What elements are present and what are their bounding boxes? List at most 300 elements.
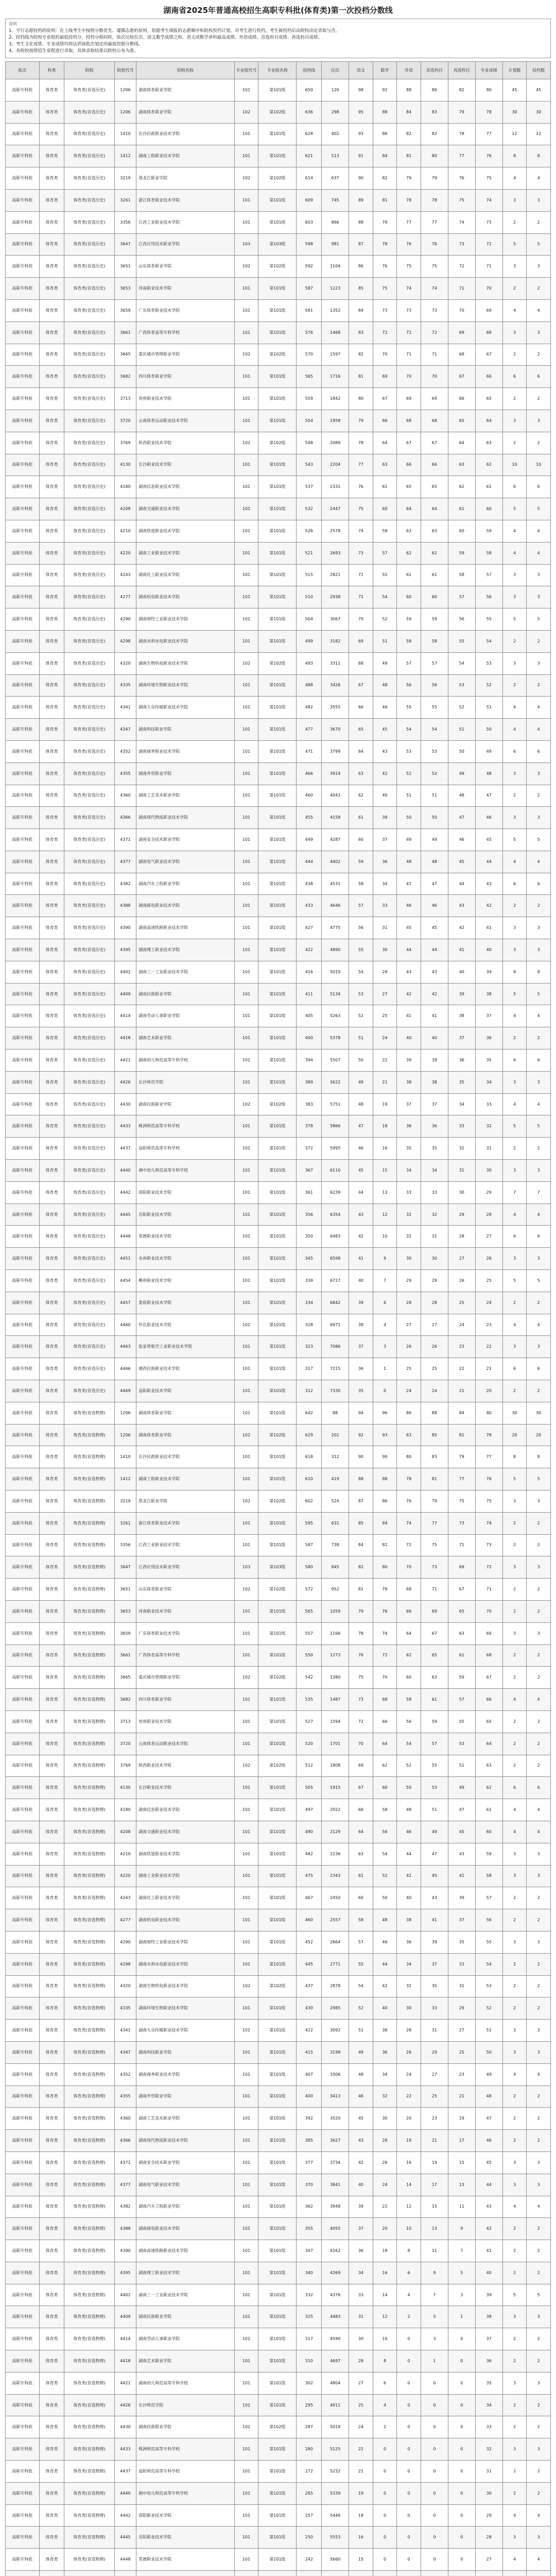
table-cell: 体育类 xyxy=(39,1710,64,1733)
table-cell: 598 xyxy=(297,233,322,256)
table-cell: 101 xyxy=(234,917,258,939)
table-cell: 浙江体育职业技术学院 xyxy=(136,189,235,211)
table-cell: 101 xyxy=(234,697,258,719)
table-cell: 2 xyxy=(502,211,527,233)
table-cell: 高职专科批 xyxy=(6,1710,40,1733)
table-cell: 378 xyxy=(297,1115,322,1138)
table-cell: 体育类 xyxy=(39,145,64,167)
table-cell: 27 xyxy=(448,2020,475,2042)
table-cell: 53 xyxy=(349,983,373,1005)
table-cell: 第101组 xyxy=(258,1270,297,1292)
table-cell: 4388 xyxy=(114,895,136,917)
table-cell: 体育类(首选物理) xyxy=(64,1600,114,1622)
table-cell: 湖南工业职业技术学院 xyxy=(136,1865,235,1887)
table-cell: 8 xyxy=(502,961,527,983)
table-cell: 30 xyxy=(527,101,551,123)
table-cell: 44 xyxy=(397,1843,421,1865)
table-cell: 2022 xyxy=(322,1799,349,1821)
table-cell: 3 xyxy=(527,256,551,278)
table-cell: 体育类(首选历史) xyxy=(64,278,114,300)
table-cell: 湖南电气职业技术学院 xyxy=(136,851,235,873)
table-cell: 第101组 xyxy=(258,2218,297,2240)
table-cell: 高职专科批 xyxy=(6,983,40,1005)
table-cell: 体育类(首选历史) xyxy=(64,895,114,917)
table-cell: 59 xyxy=(349,851,373,873)
table-cell: 79 xyxy=(448,101,475,123)
table-cell: 体育类 xyxy=(39,983,64,1005)
table-cell: 59 xyxy=(475,1843,502,1865)
table-cell: 77 xyxy=(349,454,373,476)
table-cell: 第101组 xyxy=(258,2504,297,2527)
table-row xyxy=(6,917,551,939)
table-cell: 体育类 xyxy=(39,1953,64,1975)
table-cell: 12 xyxy=(502,123,527,145)
table-cell: 49 xyxy=(397,829,421,851)
table-cell: 845 xyxy=(322,1556,349,1579)
table-cell: 80 xyxy=(421,145,448,167)
table-cell: 101 xyxy=(234,762,258,785)
table-cell: 4 xyxy=(527,1821,551,1843)
table-cell: 33 xyxy=(421,1997,448,2020)
table-cell: 554 xyxy=(297,410,322,432)
table-cell: 24 xyxy=(373,1027,397,1049)
table-cell: 第101组 xyxy=(258,520,297,542)
table-row xyxy=(6,498,551,520)
table-cell: 48 xyxy=(373,1909,397,1931)
table-cell: 47 xyxy=(421,873,448,895)
table-cell: 76 xyxy=(475,1468,502,1490)
table-cell: 30 xyxy=(421,1248,448,1270)
table-cell: 4454 xyxy=(114,1270,136,1292)
table-cell: 4421 xyxy=(114,1049,136,1072)
table-row xyxy=(6,1733,551,1755)
table-cell: 湖南汽车工程职业学院 xyxy=(136,873,235,895)
table-cell: 2 xyxy=(502,1755,527,1777)
table-cell: 体育类 xyxy=(39,476,64,498)
table-cell: 高职专科批 xyxy=(6,1777,40,1799)
table-cell: 24 xyxy=(349,2416,373,2438)
table-cell: 47 xyxy=(448,1799,475,1821)
table-cell: 体育类(首选历史) xyxy=(64,299,114,321)
table-cell: 39 xyxy=(349,1292,373,1314)
table-cell: 16 xyxy=(373,1138,397,1160)
table-cell: 高职专科批 xyxy=(6,1027,40,1049)
table-cell: 岳阳职业技术学院 xyxy=(136,1204,235,1226)
table-cell: 4463 xyxy=(114,1336,136,1358)
table-cell: 0 xyxy=(448,2504,475,2527)
table-cell: 42 xyxy=(475,895,502,917)
table-cell: 3 xyxy=(502,2306,527,2328)
table-cell: 101 xyxy=(234,1115,258,1138)
table-cell: 298 xyxy=(322,101,349,123)
table-cell: 体育类(首选历史) xyxy=(64,917,114,939)
table-cell: 78 xyxy=(397,1468,421,1490)
table-cell: 益阳职业技术学院 xyxy=(136,1380,235,1402)
table-cell: 82 xyxy=(421,123,448,145)
table-cell: 5 xyxy=(502,829,527,851)
table-cell: 2 xyxy=(502,1953,527,1975)
table-cell: 58 xyxy=(349,873,373,895)
table-cell: 63 xyxy=(349,762,373,785)
table-cell: 323 xyxy=(297,1336,322,1358)
table-cell: 2 xyxy=(527,674,551,697)
table-cell: 体育类(首选历史) xyxy=(64,586,114,608)
table-cell: 体育类 xyxy=(39,388,64,410)
table-cell: 第101组 xyxy=(258,630,297,652)
table-cell: 0 xyxy=(373,2549,397,2571)
table-cell: 岳阳职业技术学院 xyxy=(136,2527,235,2549)
table-cell: 4442 xyxy=(114,2504,136,2527)
table-cell: 4341 xyxy=(114,2020,136,2042)
table-cell: 68 xyxy=(373,1689,397,1711)
table-cell: 34 xyxy=(475,2394,502,2416)
table-row xyxy=(6,2350,551,2372)
table-cell: 体育类(首选历史) xyxy=(64,410,114,432)
table-cell: 0 xyxy=(421,2461,448,2483)
table-cell: 8 xyxy=(527,145,551,167)
table-cell: 50 xyxy=(475,2041,502,2063)
table-cell: 71 xyxy=(475,1579,502,1601)
table-row xyxy=(6,2394,551,2416)
table-cell: 2 xyxy=(527,1645,551,1667)
table-cell: 201 xyxy=(322,1424,349,1446)
table-row xyxy=(6,2461,551,2483)
table-cell: 体育类 xyxy=(39,2174,64,2196)
table-cell: 340 xyxy=(297,2262,322,2284)
table-cell: 83 xyxy=(397,1424,421,1446)
table-cell: 42 xyxy=(397,1865,421,1887)
table-cell: 101 xyxy=(234,2086,258,2108)
table-cell: 3 xyxy=(527,2174,551,2196)
table-cell: 11 xyxy=(421,2240,448,2262)
table-cell: 高职专科批 xyxy=(6,1865,40,1887)
table-cell: 3 xyxy=(527,1622,551,1645)
table-cell: 467 xyxy=(297,1887,322,1909)
table-cell: 47 xyxy=(397,873,421,895)
table-cell: 25 xyxy=(421,2086,448,2108)
table-cell: 12 xyxy=(527,123,551,145)
table-cell: 53 xyxy=(475,1975,502,1997)
table-cell: 5622 xyxy=(322,1071,349,1093)
table-cell: 80 xyxy=(373,1556,397,1579)
table-cell: 体育类 xyxy=(39,2196,64,2218)
table-cell: 30 xyxy=(397,1997,421,2020)
table-cell: 山东体育职业学院 xyxy=(136,1579,235,1601)
table-cell: 0 xyxy=(448,2416,475,2438)
table-cell: 101 xyxy=(234,961,258,983)
table-cell: 益阳师范高等专科学校 xyxy=(136,2461,235,2483)
table-cell: 55 xyxy=(349,1953,373,1975)
table-cell: 4433 xyxy=(114,1115,136,1138)
table-cell: 0 xyxy=(448,2482,475,2504)
table-cell: 26 xyxy=(397,1336,421,1358)
table-cell: 高职专科批 xyxy=(6,1512,40,1534)
table-cell: 95 xyxy=(349,101,373,123)
table-cell: 陕西职业技术学院 xyxy=(136,432,235,454)
table-cell: 体育类 xyxy=(39,1755,64,1777)
table-cell: 78 xyxy=(475,101,502,123)
table-cell: 101 xyxy=(234,1887,258,1909)
table-cell: 广东体育职业技术学院 xyxy=(136,299,235,321)
header-cell: 投档线 xyxy=(297,62,322,79)
table-cell: 3665 xyxy=(114,1667,136,1689)
table-cell: 第101组 xyxy=(258,785,297,807)
table-row xyxy=(6,2527,551,2549)
table-cell: 738 xyxy=(322,1534,349,1556)
table-cell: 1842 xyxy=(322,388,349,410)
table-cell: 第101组 xyxy=(258,697,297,719)
table-cell: 第101组 xyxy=(258,1005,297,1027)
table-cell: 体育类(首选物理) xyxy=(64,1689,114,1711)
table-cell: 高职专科批 xyxy=(6,123,40,145)
table-cell: 高职专科批 xyxy=(6,1292,40,1314)
table-cell: 60 xyxy=(349,829,373,851)
table-cell: 6 xyxy=(527,1777,551,1799)
table-cell: 34 xyxy=(475,1071,502,1093)
table-cell: 第101组 xyxy=(258,145,297,167)
table-cell: 3 xyxy=(502,1490,527,1513)
table-cell: 3 xyxy=(527,917,551,939)
table-cell: 17 xyxy=(448,2130,475,2152)
table-cell: 39 xyxy=(349,2196,373,2218)
table-cell: 体育类 xyxy=(39,2108,64,2130)
table-cell: 0 xyxy=(373,2438,397,2461)
table-cell: 体育类 xyxy=(39,2063,64,2086)
table-cell: 高职专科批 xyxy=(6,1071,40,1093)
table-cell: 3413 xyxy=(322,2086,349,2108)
table-cell: 101 xyxy=(234,2041,258,2063)
table-cell: 3 xyxy=(527,1865,551,1887)
table-cell: 49 xyxy=(448,1777,475,1799)
table-cell: 78 xyxy=(421,189,448,211)
table-cell: 41 xyxy=(349,1248,373,1270)
table-cell: 31 xyxy=(448,1975,475,1997)
table-cell: 3659 xyxy=(114,299,136,321)
table-cell: 4208 xyxy=(114,1821,136,1843)
table-cell: 湖南铁道职业技术学院 xyxy=(136,1843,235,1865)
table-cell: 46 xyxy=(349,1138,373,1160)
table-cell: 第101组 xyxy=(258,1402,297,1424)
table-row xyxy=(6,1424,551,1446)
table-cell: 第101组 xyxy=(258,410,297,432)
table-cell: 4 xyxy=(373,1314,397,1336)
table-cell: 4371 xyxy=(114,829,136,851)
table-cell: 体育类 xyxy=(39,1579,64,1601)
table-cell: 体育类 xyxy=(39,321,64,344)
table-cell: 6 xyxy=(502,1777,527,1799)
table-row xyxy=(6,278,551,300)
table-cell: 63 xyxy=(373,454,397,476)
table-cell: 7 xyxy=(502,1181,527,1204)
table-cell: 102 xyxy=(234,1975,258,1997)
table-row xyxy=(6,1556,551,1579)
table-cell: 101 xyxy=(234,2394,258,2416)
table-cell: 贵州职业技术学院 xyxy=(136,1710,235,1733)
table-cell: 湖南三一工业职业技术学院 xyxy=(136,2284,235,2306)
table-cell: 28 xyxy=(373,961,397,983)
table-row xyxy=(6,2020,551,2042)
table-cell: 85 xyxy=(349,1512,373,1534)
table-cell: 第101组 xyxy=(258,1049,297,1072)
table-cell: 3 xyxy=(502,1622,527,1645)
table-cell: 490 xyxy=(297,1821,322,1843)
table-cell: 1059 xyxy=(322,1600,349,1622)
table-cell: 82 xyxy=(349,1556,373,1579)
table-cell: 长沙民政职业技术学院 xyxy=(136,123,235,145)
table-cell: 75 xyxy=(421,1534,448,1556)
table-cell: 云南体育运动职业技术学院 xyxy=(136,1733,235,1755)
table-cell: 高职专科批 xyxy=(6,278,40,300)
table-cell: 49 xyxy=(421,1821,448,1843)
table-cell: 3 xyxy=(502,917,527,939)
table-cell: 湖南水利水电职业技术学院 xyxy=(136,1953,235,1975)
table-cell: 49 xyxy=(475,2063,502,2086)
table-cell: 体育类(首选历史) xyxy=(64,939,114,961)
table-cell: 614 xyxy=(297,167,322,190)
table-cell: 第101组 xyxy=(258,1534,297,1556)
table-cell: 7 xyxy=(527,1181,551,1204)
table-cell: 32 xyxy=(475,2438,502,2461)
table-cell: 2 xyxy=(527,1512,551,1534)
table-cell: 37 xyxy=(475,1005,502,1027)
table-cell: 高职专科批 xyxy=(6,145,40,167)
table-cell: 高职专科批 xyxy=(6,2196,40,2218)
table-cell: 1716 xyxy=(322,366,349,388)
page-title: 湖南省2025年普通高校招生高职专科批(体育类)第一次投档分数线 xyxy=(163,6,393,15)
table-cell: 77 xyxy=(475,123,502,145)
table-cell: 体育类(首选历史) xyxy=(64,1049,114,1072)
table-cell: 78 xyxy=(349,432,373,454)
table-cell: 58 xyxy=(448,564,475,586)
table-cell xyxy=(373,2571,397,2576)
table-cell: 7215 xyxy=(322,1358,349,1380)
table-cell: 53 xyxy=(448,1733,475,1755)
table-cell: 体育类(首选历史) xyxy=(64,719,114,741)
table-cell: 43 xyxy=(373,740,397,762)
table-cell: 52 xyxy=(475,674,502,697)
table-cell: 体育类 xyxy=(39,1865,64,1887)
table-cell: 高职专科批 xyxy=(6,2461,40,2483)
table-cell: 64 xyxy=(421,498,448,520)
table-cell: 湖南幼儿师范高等专科学校 xyxy=(136,1049,235,1072)
table-cell: 101 xyxy=(234,895,258,917)
table-cell: 101 xyxy=(234,2438,258,2461)
table-cell: 6 xyxy=(527,366,551,388)
table-cell: 18 xyxy=(349,2504,373,2527)
table-cell: 湖南工艺美术职业学院 xyxy=(136,2108,235,2130)
table-cell: 557 xyxy=(297,1622,322,1645)
table-cell: 湖南民族职业学院 xyxy=(136,983,235,1005)
table-cell: 6 xyxy=(502,740,527,762)
table-cell: 第101组 xyxy=(258,1865,297,1887)
table-cell: 体育类(首选物理) xyxy=(64,1975,114,1997)
table-cell: 96 xyxy=(373,1402,397,1424)
table-cell: 76 xyxy=(373,1600,397,1622)
table-cell: 2985 xyxy=(322,1997,349,2020)
table-cell: 73 xyxy=(421,1556,448,1579)
table-cell: 411 xyxy=(297,983,322,1005)
table-cell: 355 xyxy=(297,2218,322,2240)
table-cell: 第101组 xyxy=(258,895,297,917)
table-cell: 33 xyxy=(373,895,397,917)
table-cell: 22 xyxy=(349,2438,373,2461)
table-cell: 35 xyxy=(448,1071,475,1093)
table-cell: 4360 xyxy=(114,785,136,807)
table-cell: 415 xyxy=(297,2041,322,2063)
table-cell: 3 xyxy=(502,2041,527,2063)
table-row xyxy=(6,829,551,851)
table-cell: 体育类(首选物理) xyxy=(64,2196,114,2218)
table-cell: 29 xyxy=(421,2041,448,2063)
table-cell: 3 xyxy=(502,2151,527,2174)
table-cell: 3 xyxy=(527,2372,551,2394)
table-cell: 56 xyxy=(448,608,475,631)
table-cell: 70 xyxy=(397,1556,421,1579)
table-cell: 4445 xyxy=(114,1204,136,1226)
table-cell: 第101组 xyxy=(258,1248,297,1270)
table-cell: 471 xyxy=(297,740,322,762)
table-cell: 33 xyxy=(397,1181,421,1204)
table-cell: 79 xyxy=(349,410,373,432)
table-cell: 43 xyxy=(448,1843,475,1865)
table-cell: 521 xyxy=(297,542,322,564)
table-cell: 5378 xyxy=(322,1027,349,1049)
table-cell: 54 xyxy=(373,586,397,608)
table-cell: 湖南机电职业技术学院 xyxy=(136,586,235,608)
table-cell: 体育类(首选物理) xyxy=(64,2063,114,2086)
table-cell: 体育类(首选历史) xyxy=(64,785,114,807)
table-cell: 466 xyxy=(297,762,322,785)
table-cell: 湖南理工职业技术学院 xyxy=(136,2262,235,2284)
table-cell: 59 xyxy=(397,608,421,631)
table-cell: 52 xyxy=(475,1997,502,2020)
table-cell: 2 xyxy=(502,1579,527,1601)
table-cell: 高职专科批 xyxy=(6,2151,40,2174)
table-cell: 45 xyxy=(349,1160,373,1182)
table-cell: 4 xyxy=(527,1314,551,1336)
table-cell: 第101组 xyxy=(258,586,297,608)
table-cell: 12 xyxy=(373,2306,397,2328)
table-cell: 20 xyxy=(527,1424,551,1446)
table-cell: 66 xyxy=(475,1689,502,1711)
table-cell: 体育类 xyxy=(39,123,64,145)
table-cell: 4448 xyxy=(114,1226,136,1248)
table-cell: 46 xyxy=(475,807,502,829)
table-cell: 40 xyxy=(448,961,475,983)
table-cell: 高职专科批 xyxy=(6,1115,40,1138)
table-cell: 101 xyxy=(234,1843,258,1865)
table-row xyxy=(6,1402,551,1424)
table-cell: 101 xyxy=(234,1512,258,1534)
table-cell: 3 xyxy=(527,652,551,674)
table-cell: 3306 xyxy=(322,2063,349,2086)
table-cell: 26 xyxy=(475,1248,502,1270)
table-row xyxy=(6,1380,551,1402)
table-cell: 69 xyxy=(475,1622,502,1645)
table-cell: 高职专科批 xyxy=(6,939,40,961)
table-cell: 第101组 xyxy=(258,2063,297,2086)
table-cell: 587 xyxy=(297,278,322,300)
table-cell: 高职专科批 xyxy=(6,1909,40,1931)
table-cell: 4451 xyxy=(114,1248,136,1270)
table-cell: 9 xyxy=(373,1248,397,1270)
table-cell: 39 xyxy=(397,1049,421,1072)
table-cell: 湖南工程职业技术学院 xyxy=(136,1468,235,1490)
table-cell: 45 xyxy=(421,917,448,939)
table-cell: 84 xyxy=(373,145,397,167)
table-cell: 体育类 xyxy=(39,1314,64,1336)
table-cell: 湖南邮电职业技术学院 xyxy=(136,895,235,917)
